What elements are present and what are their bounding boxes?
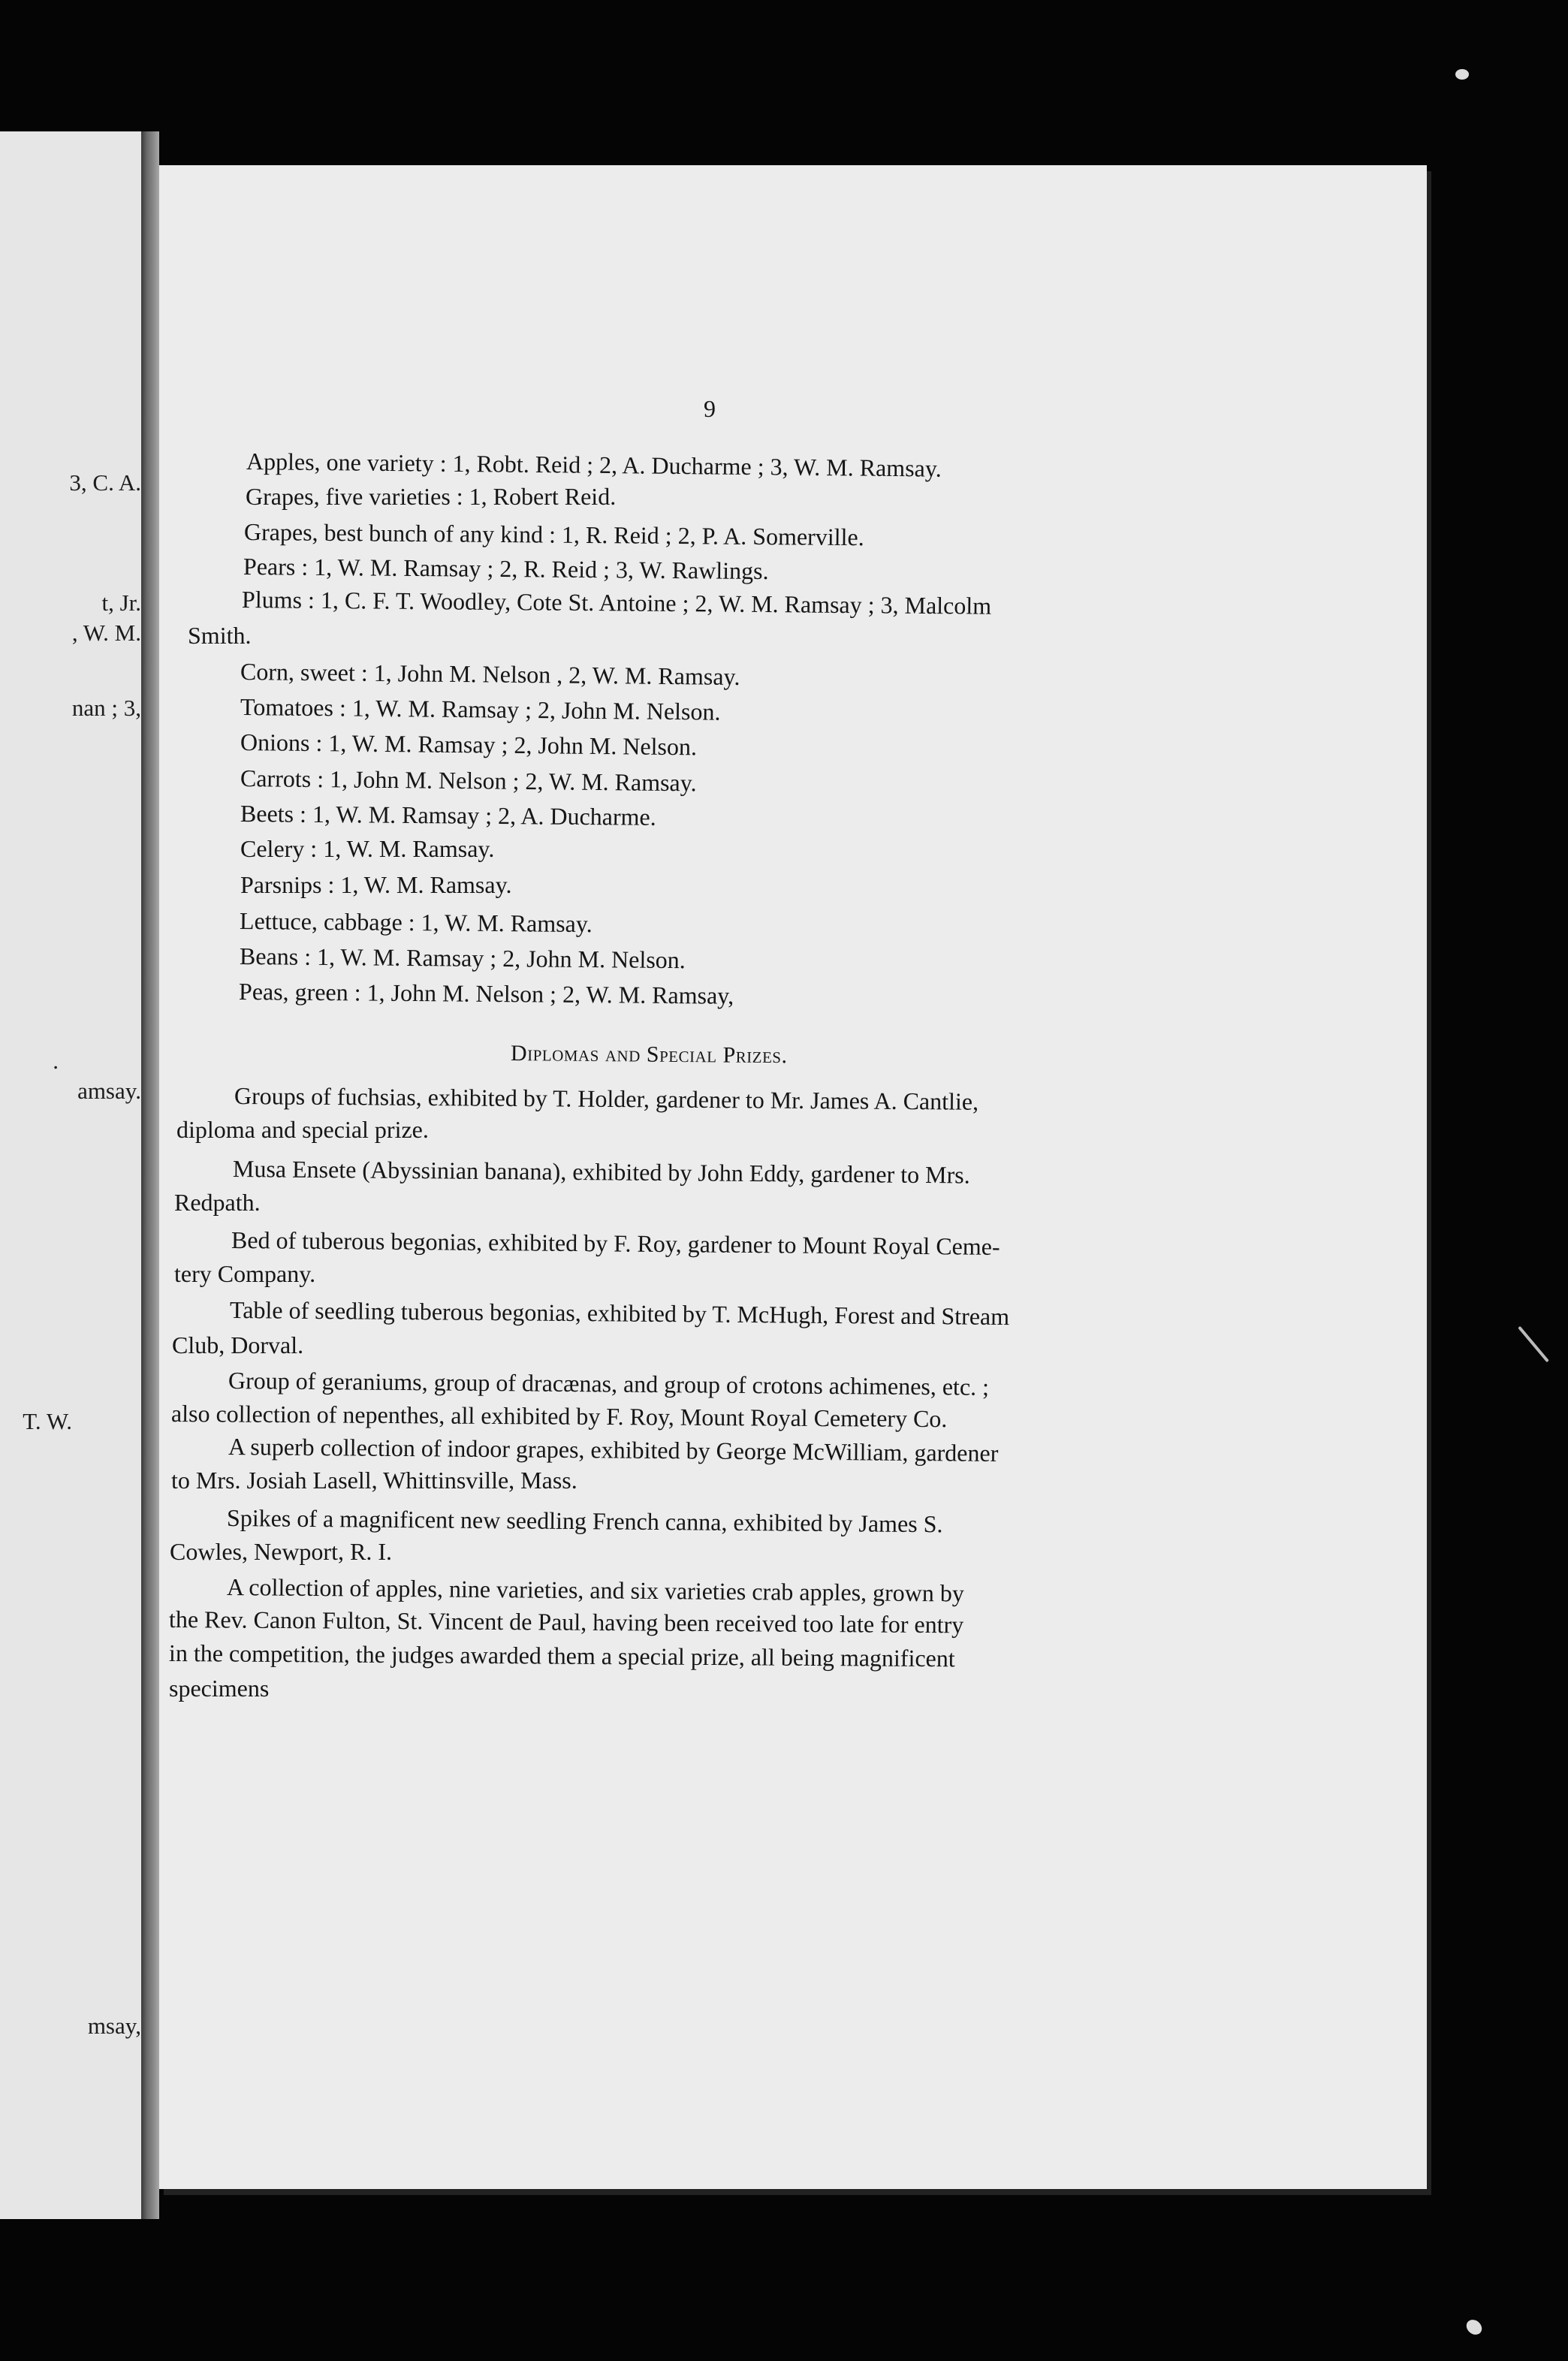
left-page-fragment: nan ; 3, <box>71 695 141 721</box>
diploma-line: Spikes of a magnificent new seedling French canna, exhibited by James S. <box>226 1504 943 1538</box>
prize-line: Apples, one variety : 1, Robt. Reid ; 2, A. Ducharme ; 3, W. M. Ramsay. <box>246 448 942 482</box>
diploma-line: the Rev. Canon Fulton, St. Vincent de Paul, having been received too late for entry <box>168 1606 964 1639</box>
left-page-fragment: amsay. <box>77 1078 141 1104</box>
previous-page-strip <box>0 131 141 2219</box>
prize-line: Beans : 1, W. M. Ramsay ; 2, John M. Nelson. <box>239 942 686 974</box>
left-page-fragment: T. W. <box>23 1408 72 1434</box>
diploma-line: specimens <box>169 1675 270 1702</box>
prize-line: Beets : 1, W. M. Ramsay ; 2, A. Ducharme. <box>240 800 656 831</box>
diploma-line: Bed of tuberous begonias, exhibited by F. Roy, gardener to Mount Royal Ceme- <box>231 1226 1000 1260</box>
diploma-line: Redpath. <box>174 1189 261 1216</box>
diploma-line: in the competition, the judges awarded them a special prize, all being magnificent <box>168 1639 955 1672</box>
prize-line: Celery : 1, W. M. Ramsay. <box>240 835 495 862</box>
diploma-line: also collection of nepenthes, all exhibited by F. Roy, Mount Royal Cemetery Co. <box>170 1400 948 1433</box>
page-number: 9 <box>704 395 716 422</box>
scan-speck <box>1518 1326 1549 1363</box>
scan-speck <box>1464 2317 1485 2338</box>
diploma-line: Musa Ensete (Abyssinian banana), exhibited by John Eddy, gardener to Mrs. <box>232 1155 970 1189</box>
prize-line: Corn, sweet : 1, John M. Nelson , 2, W. M. Ramsay. <box>240 658 740 690</box>
section-heading: Diplomas and Special Prizes. <box>510 1041 788 1069</box>
diploma-line: A collection of apples, nine varieties, and six varieties crab apples, grown by <box>226 1573 965 1607</box>
prize-line: Carrots : 1, John M. Nelson ; 2, W. M. Ramsay. <box>240 764 697 797</box>
left-page-fragment: , W. M. <box>71 620 141 646</box>
left-page-fragment: t, Jr. <box>101 589 141 616</box>
diploma-line: Table of seedling tuberous begonias, exhibited by T. McHugh, Forest and Stream <box>229 1296 1010 1331</box>
diploma-line: Groups of fuchsias, exhibited by T. Holder, gardener to Mr. James A. Cantlie, <box>234 1082 979 1115</box>
diploma-line: diploma and special prize. <box>176 1116 429 1143</box>
diploma-line: Group of geraniums, group of dracænas, and group of crotons achimenes, etc. ; <box>228 1367 990 1401</box>
prize-line: Lettuce, cabbage : 1, W. M. Ramsay. <box>239 907 593 938</box>
left-page-fragment: . <box>53 1048 59 1074</box>
prize-line: Onions : 1, W. M. Ramsay ; 2, John M. Nelson. <box>240 728 698 761</box>
left-page-fragment: msay, <box>87 2013 141 2039</box>
prize-line: Grapes, five varieties : 1, Robert Reid. <box>246 483 617 510</box>
left-page-fragment: 3, C. A. <box>69 469 141 496</box>
prize-line: Plums : 1, C. F. T. Woodley, Cote St. Antoine ; 2, W. M. Ramsay ; 3, Malcolm <box>241 586 992 620</box>
prize-line: Grapes, best bunch of any kind : 1, R. Reid ; 2, P. A. Somerville. <box>243 518 864 551</box>
diploma-line: A superb collection of indoor grapes, exhibited by George McWilliam, gardener <box>228 1433 999 1467</box>
prize-line: Parsnips : 1, W. M. Ramsay. <box>240 871 512 898</box>
diploma-line: Cowles, Newport, R. I. <box>170 1538 392 1565</box>
prize-line: Tomatoes : 1, W. M. Ramsay ; 2, John M. Nelson. <box>240 693 721 725</box>
prize-line: Peas, green : 1, John M. Nelson ; 2, W. M. Ramsay, <box>238 978 734 1009</box>
diploma-line: to Mrs. Josiah Lasell, Whittinsville, Mass. <box>171 1467 577 1494</box>
diploma-line: tery Company. <box>174 1260 316 1287</box>
prize-line: Pears : 1, W. M. Ramsay ; 2, R. Reid ; 3, W. Rawlings. <box>243 553 769 585</box>
prize-line: Smith. <box>188 622 252 649</box>
document-page <box>159 165 1427 2189</box>
diploma-line: Club, Dorval. <box>172 1331 304 1358</box>
book-gutter <box>141 131 159 2219</box>
scan-speck <box>1455 69 1469 80</box>
